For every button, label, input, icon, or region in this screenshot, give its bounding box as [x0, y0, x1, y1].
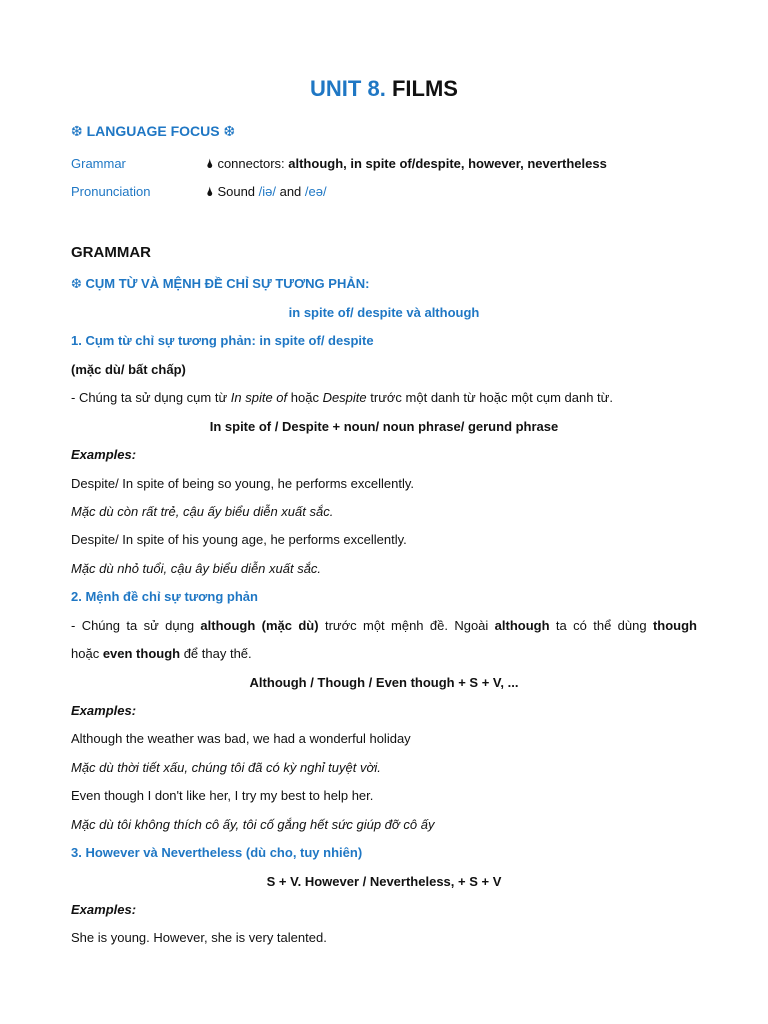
part2-explain-1d: although: [494, 618, 550, 633]
grammar-prefix: connectors:: [217, 156, 289, 171]
part2-explain-2c: để thay thế.: [180, 646, 252, 661]
part2-explanation-line2: [71, 646, 697, 661]
part1-explain-e: trước một danh từ hoặc một cụm danh từ.: [366, 390, 613, 405]
pronunciation-label: Pronunciation: [71, 184, 151, 199]
part2-explain-2a: hoặc: [71, 646, 103, 661]
section-subtitle: in spite of/ despite và although: [288, 305, 480, 320]
page-title: [0, 76, 768, 102]
part2-explanation-line1: [71, 618, 697, 633]
part1-examples-label: Examples:: [71, 447, 137, 462]
part2-explain-1a: - Chúng ta sử dụng: [71, 618, 201, 633]
title-unit: UNIT 8.: [310, 76, 386, 101]
part3-formula: S + V. However / Nevertheless, + S + V: [266, 874, 502, 889]
part1-example-en: Despite/ In spite of being so young, he performs excellently.: [71, 476, 415, 491]
part1-explain-c: hoặc: [287, 390, 323, 405]
drop-bullet-icon: 🌢: [206, 184, 214, 199]
section-title: ❆ CỤM TỪ VÀ MỆNH ĐỀ CHỈ SỰ TƯƠNG PHẢN:: [71, 276, 370, 291]
part2-example-en: Although the weather was bad, we had a wonderful holiday: [71, 731, 411, 746]
part1-meaning: (mặc dù/ bất chấp): [71, 362, 186, 377]
pronunciation-value: [206, 184, 327, 200]
grammar-heading: GRAMMAR: [71, 244, 151, 261]
grammar-label: Grammar: [71, 156, 126, 171]
part2-examples-label: Examples:: [71, 703, 137, 718]
part3-heading: 3. However và Nevertheless (dù cho, tuy nhiên): [71, 845, 363, 860]
part3-examples-label: Examples:: [71, 902, 137, 917]
part1-explain-d: Despite: [322, 390, 367, 405]
part2-formula: Although / Though / Even though + S + V, ...: [249, 675, 519, 690]
part1-explanation: [71, 390, 697, 405]
grammar-connectors: although, in spite of/despite, however, nevertheless: [288, 156, 607, 171]
part1-example-vi: Mặc dù nhỏ tuổi, cậu ây biểu diễn xuất sắc.: [71, 561, 322, 576]
sound-ie: /iə/: [258, 184, 276, 199]
pronunciation-prefix: Sound: [217, 184, 259, 199]
drop-bullet-icon: 🌢: [206, 156, 214, 171]
part2-example-vi: Mặc dù thời tiết xấu, chúng tôi đã có kỳ nghỉ tuyệt vời.: [71, 760, 381, 775]
part3-example-en: She is young. However, she is very talented.: [71, 930, 327, 945]
part1-explain-b: In spite of: [230, 390, 288, 405]
part2-explain-1b: although (mặc dù): [200, 618, 319, 633]
part2-example-en: Even though I don't like her, I try my best to help her.: [71, 788, 374, 803]
part2-explain-1e: ta có thể dùng: [549, 618, 653, 633]
part1-example-vi: Mặc dù còn rất trẻ, cậu ấy biểu diễn xuất sắc.: [71, 504, 334, 519]
grammar-value: [206, 156, 607, 172]
part1-explain-a: - Chúng ta sử dụng cụm từ: [71, 390, 231, 405]
sound-ee: /eə/: [304, 184, 327, 199]
part1-example-en: Despite/ In spite of his young age, he performs excellently.: [71, 532, 407, 547]
part1-formula: In spite of / Despite + noun/ noun phrase/ gerund phrase: [209, 419, 559, 434]
part2-example-vi: Mặc dù tôi không thích cô ấy, tôi cố gắng hết sức giúp đỡ cô ấy: [71, 817, 435, 832]
part2-explain-2b: even though: [102, 646, 181, 661]
part2-explain-1f: though: [652, 618, 697, 633]
title-topic: FILMS: [391, 76, 458, 101]
part2-heading: 2. Mệnh đề chỉ sự tương phản: [71, 589, 258, 604]
language-focus-heading: ❆ LANGUAGE FOCUS ❆: [71, 123, 236, 139]
part1-heading: 1. Cụm từ chỉ sự tương phản: in spite of/ despite: [71, 333, 374, 348]
part2-explain-1c: trước một mệnh đề. Ngoài: [318, 618, 495, 633]
and-text: and: [275, 184, 305, 199]
